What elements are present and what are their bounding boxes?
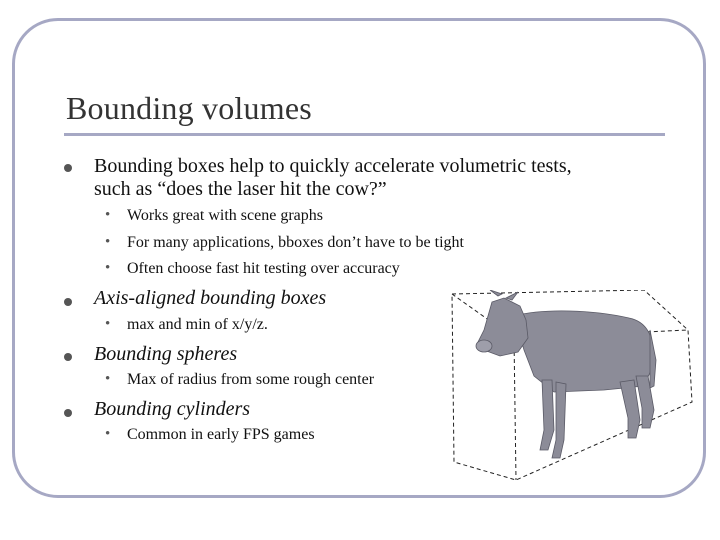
sub-bullet-dot: •: [105, 316, 111, 332]
sub-bullet-text: Max of radius from some rough center: [127, 371, 375, 388]
bullet-text: Axis-aligned bounding boxes: [94, 287, 327, 309]
sub-bullet-text: Common in early FPS games: [127, 426, 315, 443]
bullet-dot: [64, 164, 72, 172]
sub-bullet-dot: •: [105, 426, 111, 442]
sub-bullet-text: Works great with scene graphs: [127, 207, 323, 224]
sub-bullet-text: For many applications, bboxes don’t have to be tight: [127, 234, 464, 251]
slide-title: Bounding volumes: [66, 90, 312, 126]
bullet-text: Bounding spheres: [94, 343, 238, 365]
sub-bullet-text: max and min of x/y/z.: [127, 316, 268, 333]
sub-bullet-dot: •: [105, 234, 111, 250]
bullet-text: such as “does the laser hit the cow?”: [94, 178, 387, 200]
bullet-dot: [64, 409, 72, 417]
bullet-text: Bounding cylinders: [94, 398, 251, 420]
title-rule: [64, 133, 665, 136]
sub-bullet-dot: •: [105, 371, 111, 387]
sub-bullet-text: Often choose fast hit testing over accuracy: [127, 260, 400, 277]
cow-in-bounding-box-icon: [444, 290, 694, 490]
bullet-dot: [64, 353, 72, 361]
bullet-dot: [64, 298, 72, 306]
bullet-text: Bounding boxes help to quickly accelerate volumetric tests,: [94, 155, 572, 177]
sub-bullet-dot: •: [105, 260, 111, 276]
sub-bullet-dot: •: [105, 207, 111, 223]
